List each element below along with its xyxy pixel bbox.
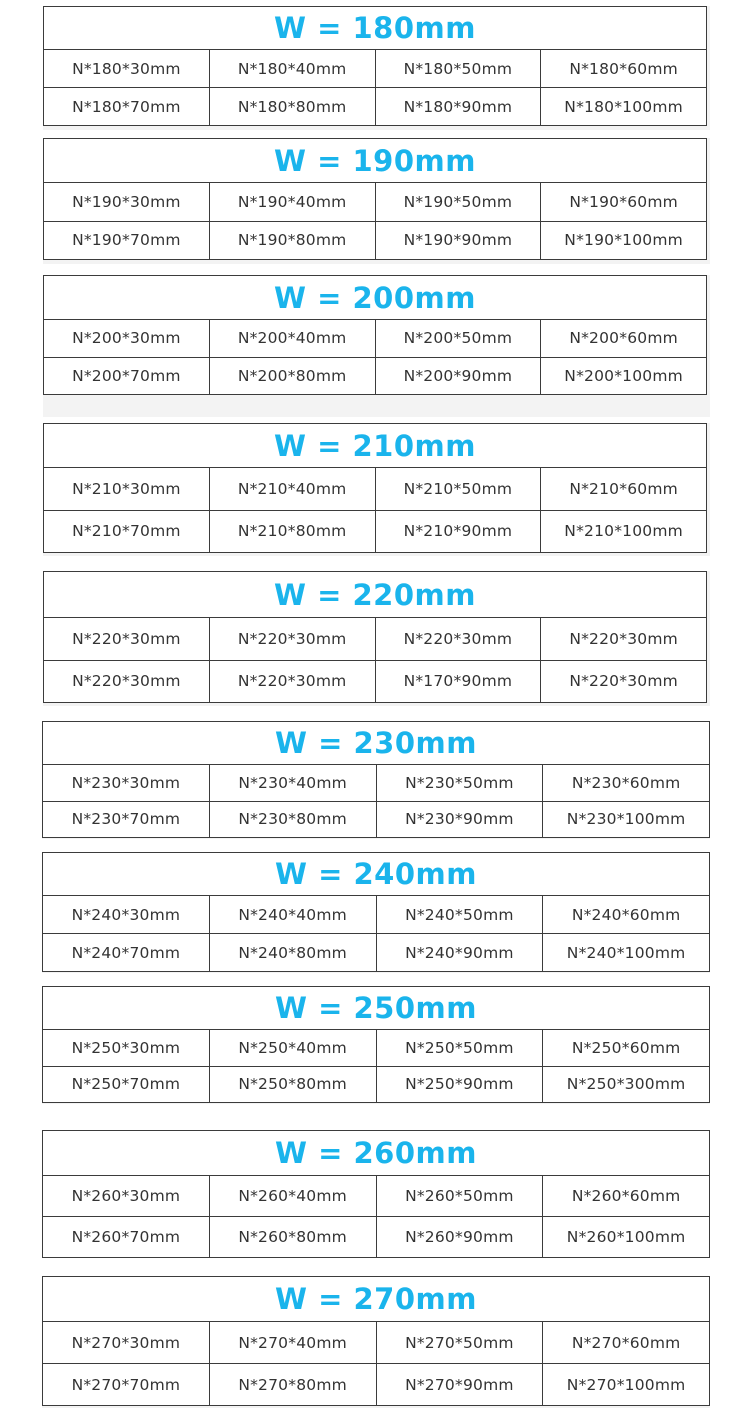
- table-row: [43, 1030, 709, 1066]
- table-cell: N*270*90mm: [376, 1364, 543, 1405]
- table-cell: N*240*40mm: [209, 896, 376, 933]
- size-table: [42, 852, 710, 972]
- table-cell: N*260*50mm: [376, 1176, 543, 1216]
- table-cell: N*190*30mm: [72, 192, 181, 211]
- table-cell: N*270*40mm: [209, 1322, 376, 1363]
- table-cell: N*200*100mm: [540, 358, 706, 395]
- table-cell: N*230*90mm: [376, 802, 543, 838]
- size-table: [42, 1276, 710, 1406]
- size-table: [43, 6, 707, 126]
- table-cell: N*260*100mm: [542, 1217, 709, 1257]
- table-row: [44, 320, 706, 357]
- table-cell: N*210*70mm: [72, 522, 181, 541]
- table-cell: N*220*30mm: [72, 672, 181, 691]
- table-cell: N*270*70mm: [71, 1375, 181, 1394]
- table-cell: N*200*80mm: [209, 358, 375, 395]
- table-cell: N*270*60mm: [542, 1322, 709, 1363]
- table-cell: N*210*40mm: [209, 468, 375, 510]
- table-cell: N*180*70mm: [72, 97, 181, 116]
- table-row: [44, 221, 706, 260]
- table-cell: N*220*30mm: [375, 618, 541, 660]
- table-cell: N*230*40mm: [209, 765, 376, 801]
- table-cell: N*240*50mm: [376, 896, 543, 933]
- size-block: [42, 721, 710, 839]
- size-block: [43, 423, 710, 556]
- table-title: W = 230mm: [43, 722, 709, 765]
- table-cell: N*260*40mm: [209, 1176, 376, 1216]
- table-title: W = 240mm: [43, 853, 709, 896]
- size-block: [43, 6, 710, 130]
- table-cell: N*240*90mm: [376, 934, 543, 971]
- table-cell: N*170*90mm: [375, 661, 541, 703]
- table-cell: N*250*60mm: [542, 1030, 709, 1066]
- table-cell: N*180*80mm: [209, 88, 375, 125]
- table-cell: N*190*70mm: [72, 231, 181, 250]
- table-cell: N*190*80mm: [209, 222, 375, 260]
- table-cell: N*230*70mm: [71, 810, 181, 829]
- table-row: [43, 765, 709, 801]
- table-cell: N*220*30mm: [540, 661, 706, 703]
- table-row: [43, 801, 709, 838]
- size-table: [43, 275, 707, 395]
- table-cell: N*210*100mm: [540, 511, 706, 553]
- table-cell: N*180*40mm: [209, 50, 375, 87]
- table-cell: N*200*50mm: [375, 320, 541, 357]
- table-cell: N*240*30mm: [71, 905, 181, 924]
- table-cell: N*250*70mm: [71, 1075, 181, 1094]
- table-cell: N*200*60mm: [540, 320, 706, 357]
- table-cell: N*210*60mm: [540, 468, 706, 510]
- table-cell: N*190*40mm: [209, 183, 375, 221]
- table-cell: N*250*30mm: [71, 1038, 181, 1057]
- table-title: W = 260mm: [43, 1131, 709, 1176]
- table-cell: N*220*30mm: [209, 618, 375, 660]
- table-cell: N*180*50mm: [375, 50, 541, 87]
- table-title: W = 180mm: [44, 7, 706, 50]
- table-row: [43, 1176, 709, 1216]
- table-cell: N*250*90mm: [376, 1067, 543, 1103]
- table-row: [43, 1216, 709, 1257]
- table-row: [44, 183, 706, 221]
- table-cell: N*230*30mm: [71, 773, 181, 792]
- table-cell: N*220*30mm: [209, 661, 375, 703]
- table-cell: N*190*50mm: [375, 183, 541, 221]
- table-cell: N*190*90mm: [375, 222, 541, 260]
- size-block: [43, 138, 710, 264]
- size-block: [42, 1276, 710, 1408]
- table-row: [44, 357, 706, 395]
- table-row: [44, 660, 706, 703]
- size-block: [42, 1130, 710, 1258]
- table-cell: N*200*70mm: [72, 366, 181, 385]
- table-row: [44, 510, 706, 553]
- size-table: [43, 423, 707, 553]
- table-row: [44, 50, 706, 87]
- table-row: [43, 896, 709, 933]
- table-cell: N*240*60mm: [542, 896, 709, 933]
- table-cell: N*200*90mm: [375, 358, 541, 395]
- table-row: [43, 1066, 709, 1103]
- size-table: [42, 1130, 710, 1258]
- size-block: [42, 852, 710, 973]
- size-block: [42, 986, 710, 1104]
- table-cell: N*250*300mm: [542, 1067, 709, 1103]
- table-cell: N*250*40mm: [209, 1030, 376, 1066]
- table-cell: N*180*100mm: [540, 88, 706, 125]
- table-title: W = 210mm: [44, 424, 706, 468]
- table-cell: N*200*30mm: [72, 329, 181, 348]
- table-cell: N*240*100mm: [542, 934, 709, 971]
- size-block: [43, 571, 710, 706]
- table-title: W = 200mm: [44, 276, 706, 320]
- table-cell: N*270*100mm: [542, 1364, 709, 1405]
- size-table: [42, 986, 710, 1103]
- table-cell: N*200*40mm: [209, 320, 375, 357]
- size-table: [43, 138, 707, 260]
- table-row: [44, 618, 706, 660]
- table-cell: N*260*30mm: [71, 1187, 181, 1205]
- table-cell: N*240*80mm: [209, 934, 376, 971]
- table-cell: N*230*100mm: [542, 802, 709, 838]
- table-cell: N*230*50mm: [376, 765, 543, 801]
- table-cell: N*270*30mm: [71, 1333, 181, 1352]
- table-row: [43, 933, 709, 971]
- table-title: W = 250mm: [43, 987, 709, 1030]
- table-row: [43, 1322, 709, 1363]
- table-cell: N*220*30mm: [540, 618, 706, 660]
- table-cell: N*250*50mm: [376, 1030, 543, 1066]
- table-row: [44, 87, 706, 125]
- table-cell: N*260*90mm: [376, 1217, 543, 1257]
- table-cell: N*220*30mm: [72, 629, 181, 648]
- table-cell: N*260*60mm: [542, 1176, 709, 1216]
- table-row: [44, 468, 706, 510]
- table-cell: N*190*60mm: [540, 183, 706, 221]
- table-cell: N*230*80mm: [209, 802, 376, 838]
- table-cell: N*180*90mm: [375, 88, 541, 125]
- table-cell: N*270*80mm: [209, 1364, 376, 1405]
- table-cell: N*210*80mm: [209, 511, 375, 553]
- table-cell: N*190*100mm: [540, 222, 706, 260]
- table-cell: N*230*60mm: [542, 765, 709, 801]
- table-cell: N*210*90mm: [375, 511, 541, 553]
- size-block: [43, 275, 710, 417]
- table-row: [43, 1363, 709, 1405]
- table-cell: N*210*50mm: [375, 468, 541, 510]
- table-title: W = 190mm: [44, 139, 706, 183]
- size-table: [43, 571, 707, 703]
- table-cell: N*250*80mm: [209, 1067, 376, 1103]
- table-cell: N*180*30mm: [72, 59, 181, 78]
- table-title: W = 220mm: [44, 572, 706, 618]
- table-cell: N*210*30mm: [72, 479, 181, 498]
- size-table: [42, 721, 710, 838]
- table-cell: N*270*50mm: [376, 1322, 543, 1363]
- table-cell: N*260*80mm: [209, 1217, 376, 1257]
- table-title: W = 270mm: [43, 1277, 709, 1322]
- table-cell: N*260*70mm: [71, 1228, 181, 1246]
- table-cell: N*180*60mm: [540, 50, 706, 87]
- table-cell: N*240*70mm: [71, 943, 181, 962]
